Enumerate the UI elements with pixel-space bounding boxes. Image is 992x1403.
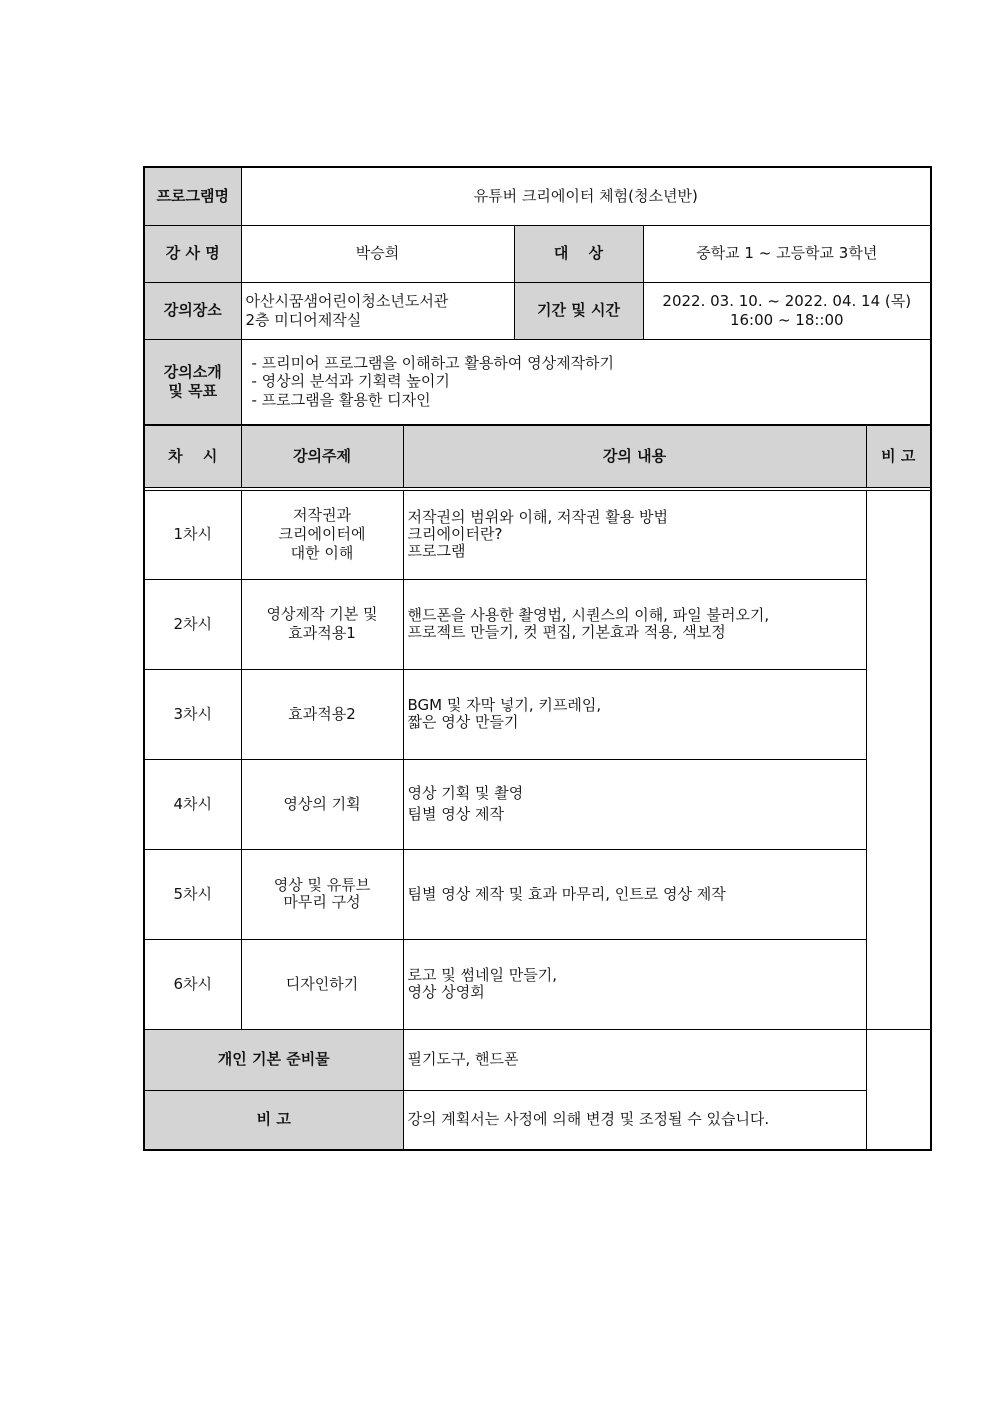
intro-line: - 프리미어 프로그램을 이해하고 활용하여 영상제작하기 [251,353,615,372]
table-row [144,939,931,1029]
content-line: 크리에이터란? [407,524,503,543]
venue-label: 강의장소 [144,282,241,339]
program-name-value: 유튜버 크리에이터 체험(청소년반) [241,167,931,225]
period-label: 기간 및 시간 [514,282,643,339]
content-line: 영상 상영회 [407,983,485,1001]
session-cell: 2차시 [144,579,241,669]
session-cell: 4차시 [144,759,241,849]
period-time-line: 16:00 ~ 18::00 [729,310,844,329]
content-cell [403,490,866,579]
topic-cell [241,939,403,1029]
session-cell: 3차시 [144,669,241,759]
session-cell: 5차시 [144,849,241,939]
topic-line: 효과적용2 [288,704,356,723]
content-line: 팀별 영상 제작 [407,805,504,823]
intro-label-line: 및 목표 [168,381,218,400]
table-row [144,579,931,669]
content-cell [403,579,866,669]
content-line: BGM 및 자막 넣기, 키프레임, [407,695,602,714]
content-line: 핸드폰을 사용한 촬영법, 시퀀스의 이해, 파일 불러오기, [407,605,770,624]
program-info-table [143,166,932,426]
content-cell [403,939,866,1029]
topic-cell [241,849,403,939]
content-cell [403,669,866,759]
table-row [144,490,931,579]
supplies-value: 필기도구, 핸드폰 [403,1029,866,1090]
footer-remarks-cell [866,1029,931,1150]
topic-cell [241,759,403,849]
lecture-plan-document [143,166,930,1151]
content-cell [403,849,866,939]
table-row [144,669,931,759]
topic-cell [241,669,403,759]
content-line: 짧은 영상 만들기 [407,713,519,731]
topic-line: 저작권과 [293,506,351,525]
schedule-table [143,426,932,1151]
instructor-value: 박승희 [241,225,514,282]
intro-label [144,339,241,425]
content-line: 프로그램 [407,542,466,561]
session-cell: 1차시 [144,490,241,579]
table-row [144,759,931,849]
topic-line: 영상의 기획 [283,794,361,813]
content-line: 로고 및 썸네일 만들기, [407,965,557,984]
topic-line: 효과적용1 [288,624,356,642]
content-header: 강의 내용 [403,426,866,487]
topic-line: 영상제작 기본 및 [266,605,378,624]
remarks-header: 비 고 [866,426,931,487]
intro-line: - 프로그램을 활용한 디자인 [251,391,431,410]
supplies-label: 개인 기본 준비물 [144,1029,403,1090]
remarks-value: 강의 계획서는 사정에 의해 변경 및 조정될 수 있습니다. [403,1090,866,1150]
venue-value [241,282,514,339]
venue-line: 2층 미디어제작실 [245,310,362,329]
content-line: 팀별 영상 제작 및 효과 마무리, 인트로 영상 제작 [407,884,726,903]
topic-cell [241,579,403,669]
content-line: 저작권의 범위와 이해, 저작권 활용 방법 [407,507,668,526]
table-row [144,849,931,939]
session-cell: 6차시 [144,939,241,1029]
intro-value [241,339,931,425]
venue-line: 아산시꿈샘어린이청소년도서관 [245,291,449,310]
topic-line: 대한 이해 [290,543,354,562]
content-line: 영상 기획 및 촬영 [407,784,524,802]
period-value [643,282,931,339]
topic-line: 디자인하기 [285,974,359,993]
period-date-line: 2022. 03. 10. ~ 2022. 04. 14 (목) [662,291,912,310]
topic-line: 영상 및 유튜브 [273,875,371,894]
remarks-label: 비 고 [144,1090,403,1150]
session-header: 차 시 [144,426,241,487]
content-line: 프로젝트 만들기, 컷 편집, 기본효과 적용, 색보정 [407,623,726,641]
program-name-label: 프로그램명 [144,167,241,225]
target-label: 대 상 [514,225,643,282]
intro-line: - 영상의 분석과 기획력 높이기 [251,372,450,391]
content-cell [403,759,866,849]
topic-line: 마무리 구성 [283,893,361,911]
instructor-label: 강 사 명 [144,225,241,282]
intro-label-line: 강의소개 [163,363,222,381]
remarks-cell [866,490,931,1029]
topic-line: 크리에이터에 [278,525,366,544]
target-value: 중학교 1 ~ 고등학교 3학년 [643,225,931,282]
topic-header: 강의주제 [241,426,403,487]
topic-cell [241,490,403,579]
